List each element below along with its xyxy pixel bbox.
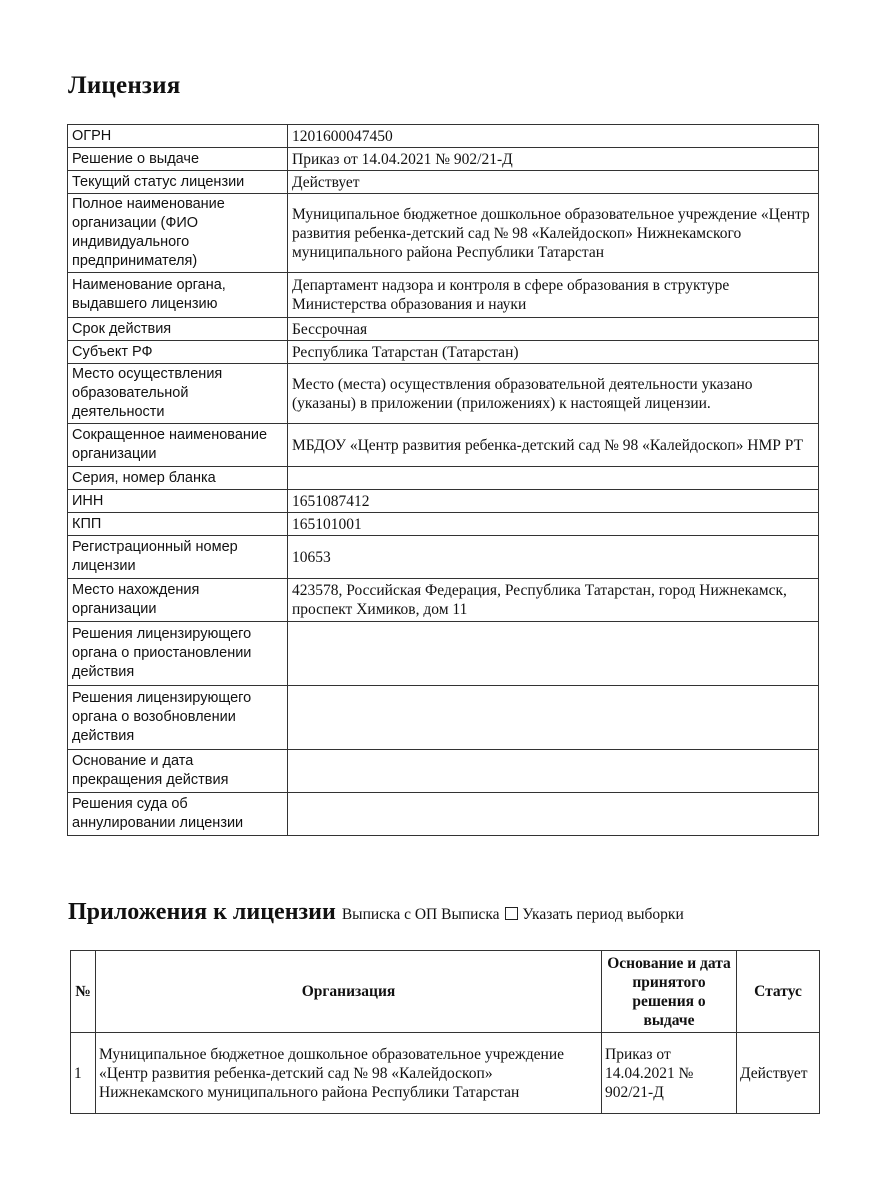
license-row-kpp [68,513,819,536]
column-header-num: № [71,951,96,1033]
field-value: Департамент надзора и контроля в сфере образования в структуре Министерства образования и науки [288,273,819,318]
field-label: Регистрационный номер лицензии [68,536,288,579]
field-label: Наименование органа, выдавшего лицензию [68,273,288,318]
page-title: Лицензия [68,72,181,99]
field-value: Муниципальное бюджетное дошкольное образовательное учреждение «Центр развития ребенка-детский сад № 98 «Калейдоскоп» Нижнекамского муниципального района Республики Татарстан [288,194,819,273]
license-row-region [68,341,819,364]
field-value [288,622,819,686]
field-value: Место (места) осуществления образовательной деятельности указано (указаны) в приложении (приложениях) к настоящей лицензии. [288,364,819,424]
field-label: Основание и дата прекращения действия [68,750,288,793]
field-value: Приказ от 14.04.2021 № 902/21-Д [288,148,819,171]
column-header-status: Статус [737,951,820,1033]
annex-basis: Приказ от 14.04.2021 № 902/21-Д [602,1033,737,1114]
license-row-inn [68,490,819,513]
license-row-status [68,171,819,194]
annex-heading [68,899,684,926]
field-label: Место осуществления образовательной деятельности [68,364,288,424]
field-value: Действует [288,171,819,194]
field-value: 165101001 [288,513,819,536]
period-checkbox[interactable] [505,907,518,920]
field-value [288,686,819,750]
annex-organization: Муниципальное бюджетное дошкольное образовательное учреждение «Центр развития ребенка-детский сад № 98 «Калейдоскоп» Нижнекамского муниципального района Республики Татарстан [96,1033,602,1114]
annex-links [342,906,684,923]
field-value: 10653 [288,536,819,579]
license-row-validity [68,318,819,341]
field-label: Решение о выдаче [68,148,288,171]
license-row-reg-number [68,536,819,579]
annex-status: Действует [737,1033,820,1114]
field-label: Решения лицензирующего органа о возобновлении действия [68,686,288,750]
license-row-termination [68,750,819,793]
license-row-court-annulment [68,793,819,836]
column-header-basis: Основание и дата принятого решения о выдаче [602,951,737,1033]
period-label: Указать период выборки [522,906,684,923]
license-row-ogrn [68,125,819,148]
license-row-suspension [68,622,819,686]
field-label: КПП [68,513,288,536]
field-label: Решения лицензирующего органа о приостановлении действия [68,622,288,686]
license-row-full-name [68,194,819,273]
license-table [67,124,819,836]
field-label: Срок действия [68,318,288,341]
field-value [288,467,819,490]
field-label: ОГРН [68,125,288,148]
license-row-issuing-body [68,273,819,318]
annex-header-row [71,951,820,1033]
field-label: Решения суда об аннулировании лицензии [68,793,288,836]
column-header-organization: Организация [96,951,602,1033]
field-label: Сокращенное наименование организации [68,424,288,467]
annex-table [70,950,820,1114]
field-value [288,750,819,793]
field-value [288,793,819,836]
field-value: 1651087412 [288,490,819,513]
annex-title: Приложения к лицензии [68,899,336,925]
field-value: МБДОУ «Центр развития ребенка-детский сад № 98 «Калейдоскоп» НМР РТ [288,424,819,467]
field-label: ИНН [68,490,288,513]
license-row-renewal [68,686,819,750]
field-value: Бессрочная [288,318,819,341]
field-value: 423578, Российская Федерация, Республика Татарстан, город Нижнекамск, проспект Химиков, дом 11 [288,579,819,622]
field-label: Серия, номер бланка [68,467,288,490]
license-row-activity-place [68,364,819,424]
field-label: Текущий статус лицензии [68,171,288,194]
license-row-short-name [68,424,819,467]
annex-num: 1 [71,1033,96,1114]
table-row [71,1033,820,1114]
license-row-decision [68,148,819,171]
field-label: Место нахождения организации [68,579,288,622]
field-label: Полное наименование организации (ФИО индивидуального предпринимателя) [68,194,288,273]
field-value: 1201600047450 [288,125,819,148]
license-row-address [68,579,819,622]
extract-link[interactable]: Выписка [441,906,500,923]
extract-op-link[interactable]: Выписка с ОП [341,906,438,923]
field-label: Субъект РФ [68,341,288,364]
license-row-form-number [68,467,819,490]
field-value: Республика Татарстан (Татарстан) [288,341,819,364]
